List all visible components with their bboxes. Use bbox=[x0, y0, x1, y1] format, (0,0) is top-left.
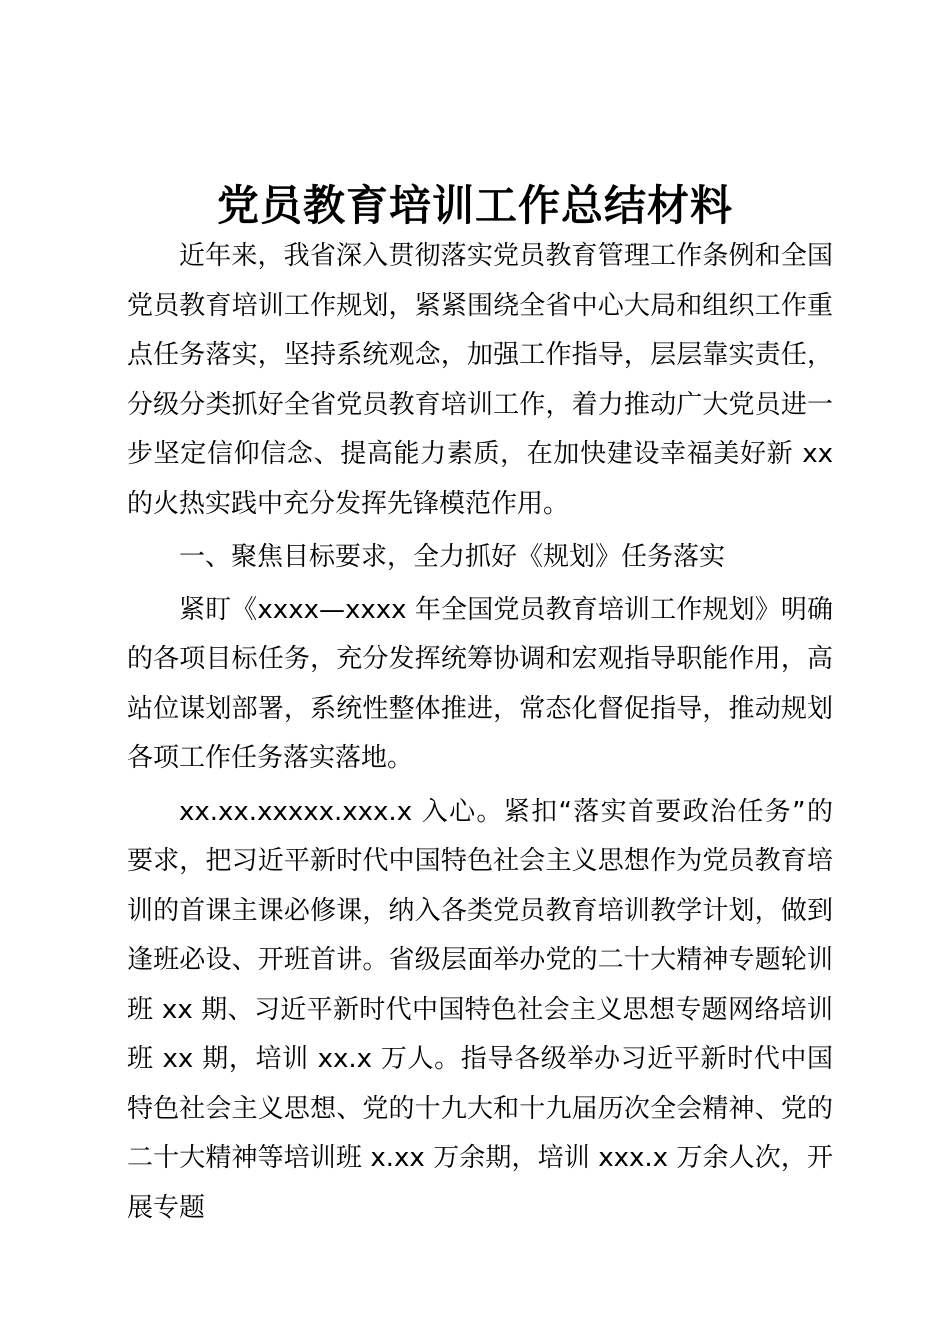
body-paragraph: 紧盯《xxxx—xxxx 年全国党员教育培训工作规划》明确的各项目标任务，充分发挥统筹协调和宏观指导职能作用，高站位谋划部署，系统性整体推进，常态化督促指导，推动规划各项工作任务落实落地。 bbox=[127, 594, 833, 773]
document-title: 党员教育培训工作总结材料 bbox=[216, 181, 733, 230]
body-paragraph: xx.xx.xxxxx.xxx.x 入心。紧扣“落实首要政治任务”的要求，把习近平新时代中国特色社会主义思想作为党员教育培训的首课主课必修课，纳入各类党员教育培训教学计划，做到逢班必设、开班首讲。省级层面举办党的二十大精神专题轮训班 xx 期、习近平新时代中国特色社会主义思想专题网络培训班 xx 期，培训 xx.x 万人。指导各级举办习近平新时代中国特色社会主义思想、党的十九大和十九届历次全会精神、党的二十大精神等培训班 x.xx 万余期，培训 xxx.x 万余人次，开展专题 bbox=[127, 796, 833, 1223]
document-body bbox=[127, 232, 833, 1233]
section-heading: 一、聚焦目标要求，全力抓好《规划》任务落实 bbox=[179, 542, 726, 572]
intro-paragraph: 近年来，我省深入贯彻落实党员教育管理工作条例和全国党员教育培训工作规划，紧紧围绕全省中心大局和组织工作重点任务落实，坚持系统观念，加强工作指导，层层靠实责任，分级分类抓好全省党员教育培训工作，着力推动广大党员进一步坚定信仰信念、提高能力素质，在加快建设幸福美好新 xx 的火热实践中充分发挥先锋模范作用。 bbox=[127, 241, 833, 519]
